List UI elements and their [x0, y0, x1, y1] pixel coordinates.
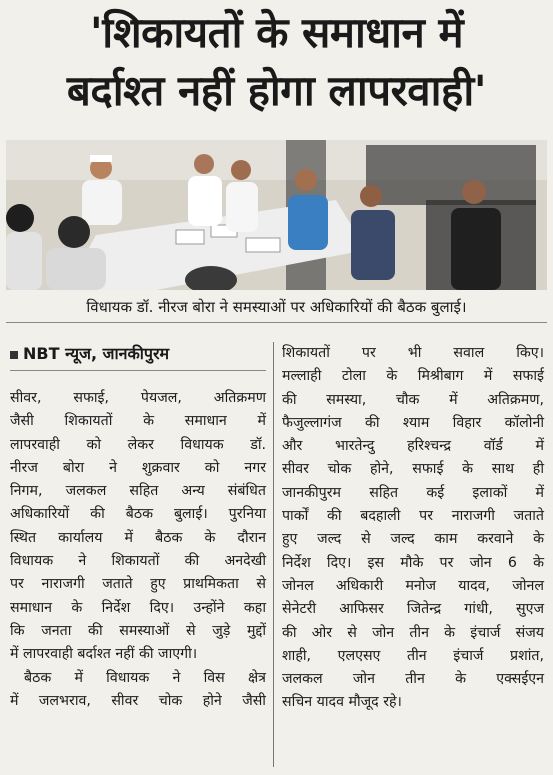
body-line: जलकल जोन तीन के एक्सईएन: [282, 671, 544, 688]
body-line: स्थित कार्यालय में बैठक के दौरान: [10, 529, 266, 546]
byline-text: NBT न्यूज, जानकीपुरम: [23, 344, 170, 363]
body-line: की समस्या, चौक में अतिक्रमण,: [282, 391, 544, 408]
body-line: जोनल अधिकारी मनोज यादव, जोनल: [282, 577, 544, 594]
body-line: सचिन यादव मौजूद रहे।: [282, 694, 402, 711]
headline: [0, 4, 553, 120]
body-line: जानकीपुरम सहित कई इलाकों में: [282, 484, 544, 501]
body-line: नीरज बोरा ने शुक्रवार को नगर: [10, 459, 266, 476]
body-line: विधायक ने शिकायतों की अनदेखी: [10, 553, 266, 570]
body-line: शाही, एलएसए तीन इंचार्ज प्रशांत,: [282, 647, 544, 664]
headline-line-2: बर्दाश्त नहीं होगा लापरवाही': [66, 66, 487, 115]
photo-caption: विधायक डॉ. नीरज बोरा ने समस्याओं पर अधिकारियों की बैठक बुलाई।: [6, 292, 547, 323]
meeting-photo: [6, 140, 547, 290]
meeting-photo-illustration: [6, 140, 547, 290]
byline-rule: [10, 370, 266, 371]
body-line: पार्कों की बदहाली पर नाराजगी जताते: [282, 508, 544, 525]
column-divider: [273, 342, 274, 767]
body-line: लापरवाही को लेकर विधायक डॉ.: [10, 436, 266, 453]
body-line: में लापरवाही बर्दाश्त नहीं की जाएगी।: [10, 646, 198, 663]
article-column-left: [10, 342, 266, 713]
body-line: सेनेटरी आफिसर जितेन्द्र गांधी, सुएज: [282, 601, 544, 618]
body-line: सीवर, सफाई, पेयजल, अतिक्रमण: [10, 390, 266, 406]
body-line: में जलभराव, सीवर चोक होने जैसी: [10, 692, 266, 709]
body-line: समाधान के निर्देश दिए। उन्होंने कहा: [10, 599, 266, 616]
body-line: निगम, जलकल सहित अन्य संबंधित: [10, 483, 266, 500]
byline: [10, 342, 266, 368]
article-column-right: [282, 342, 544, 715]
body-line: की ओर से जोन तीन के इंचार्ज संजय: [282, 624, 544, 641]
body-line: और भारतेन्दु हरिश्चन्द्र वॉर्ड में: [282, 438, 544, 455]
body-line: निर्देश दिए। इस मौके पर जोन 6 के: [282, 554, 544, 571]
body-line: हुए जल्द से जल्द काम करवाने के: [282, 531, 544, 548]
body-line: बैठक में विधायक ने विस क्षेत्र: [24, 669, 266, 686]
body-line: पर नाराजगी जताते हुए प्राथमिकता से: [10, 576, 266, 593]
body-line: जैसी शिकायतों के समाधान में: [10, 413, 266, 430]
body-line: मल्लाही टोला के मिश्रीबाग में सफाई: [282, 368, 544, 385]
square-bullet-icon: [10, 351, 18, 359]
body-line: कि जनता की समस्याओं से जुड़े मुद्दों: [10, 622, 266, 639]
body-line: अधिकारियों की बैठक बुलाई। पुरनिया: [10, 506, 266, 523]
body-line: सीवर चोक होने, सफाई के साथ ही: [282, 461, 544, 478]
body-line: फैजुल्लागंज की श्याम विहार कॉलोनी: [282, 414, 544, 431]
body-line: शिकायतों पर भी सवाल किए।: [282, 345, 544, 361]
headline-line-1: 'शिकायतों के समाधान में: [89, 8, 464, 57]
